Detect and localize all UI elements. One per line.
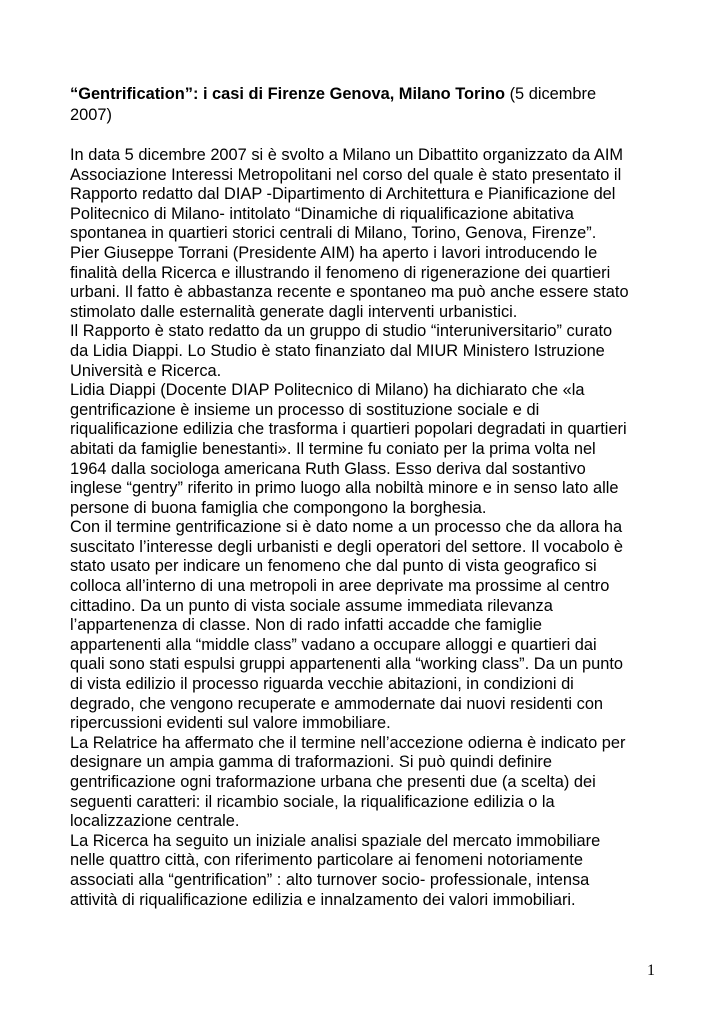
body-line: da Lidia Diappi. Lo Studio è stato finanziato dal MIUR Ministero Istruzione: [70, 341, 605, 360]
body-line: Associazione Interessi Metropolitani nel corso del quale è stato presentato il: [70, 165, 622, 184]
body-text: [70, 146, 670, 910]
title-date-start: (5 dicembre: [505, 85, 597, 103]
title-bold: “Gentrification”: i casi di Firenze Genova, Milano Torino: [70, 85, 506, 103]
body-line: quali sono stati espulsi gruppi appartenenti alla “working class”. Da un punto: [70, 655, 624, 674]
body-line: ripercussioni evidenti sul valore immobiliare.: [70, 714, 391, 733]
body-line: In data 5 dicembre 2007 si è svolto a Milano un Dibattito organizzato da AIM: [70, 146, 624, 164]
body-line: urbani. Il fatto è abbastanza recente e spontaneo ma può anche essere stato: [70, 283, 629, 302]
body-line: Politecnico di Milano- intitolato “Dinamiche di riqualificazione abitativa: [70, 204, 574, 223]
body-line: Rapporto redatto dal DIAP -Dipartimento di Architettura e Pianificazione del: [70, 185, 616, 204]
body-line: suscitato l’interesse degli urbanisti e degli operatori del settore. Il vocabolo è: [70, 537, 624, 556]
document-page: [70, 84, 670, 910]
body-line: finalità della Ricerca e illustrando il fenomeno di rigenerazione dei quartieri: [70, 263, 611, 282]
body-line: seguenti caratteri: il ricambio sociale, la riqualificazione edilizia o la: [70, 792, 555, 811]
body-line: Il Rapporto è stato redatto da un gruppo di studio “interuniversitario” curato: [70, 322, 613, 341]
title-line-1: [70, 84, 670, 105]
body-line: stato usato per indicare un fenomeno che dal punto di vista geografico si: [70, 557, 597, 576]
body-line: abitati da famiglie benestanti». Il termine fu coniato per la prima volta nel: [70, 439, 596, 458]
body-line: appartenenti alla “middle class” vadano a occupare alloggi e quartieri dai: [70, 635, 597, 654]
body-line: Lidia Diappi (Docente DIAP Politecnico di Milano) ha dichiarato che «la: [70, 381, 585, 400]
body-line: colloca all’interno di una metropoli in aree deprivate ma prossime al centro: [70, 577, 610, 596]
body-line: gentrificazione è insieme un processo di sostituzione sociale e di: [70, 400, 540, 419]
body-line: designare un ampia gamma di traformazioni. Si può quindi definire: [70, 753, 552, 772]
document-title: [70, 84, 670, 126]
body-line: cittadino. Da un punto di vista sociale assume immediata rilevanza: [70, 596, 553, 615]
body-line: riqualificazione edilizia che trasforma i quartieri popolari degradati in quartieri: [70, 420, 627, 439]
body-line: associati alla “gentrification” : alto turnover socio- professionale, intensa: [70, 870, 590, 889]
body-line: nelle quattro città, con riferimento particolare ai fenomeni notoriamente: [70, 851, 583, 870]
body-line: La Ricerca ha seguito un iniziale analisi spaziale del mercato immobiliare: [70, 831, 601, 850]
body-line: localizzazione centrale.: [70, 812, 240, 831]
body-line: Pier Giuseppe Torrani (Presidente AIM) ha aperto i lavori introducendo le: [70, 243, 598, 262]
body-line: stimolato dalle esternalità generate dagli interventi urbanistici.: [70, 302, 518, 321]
body-line: 1964 dalla sociologa americana Ruth Glass. Esso deriva dal sostantivo: [70, 459, 586, 478]
title-line-2: 2007): [70, 106, 112, 124]
page-number: 1: [647, 962, 655, 979]
body-line: l’appartenenza di classe. Non di rado infatti accadde che famiglie: [70, 616, 542, 635]
body-line: Università e Ricerca.: [70, 361, 222, 380]
body-line: Con il termine gentrificazione si è dato nome a un processo che da allora ha: [70, 518, 623, 537]
body-line: spontanea in quartieri storici centrali di Milano, Torino, Genova, Firenze”.: [70, 224, 597, 243]
body-line: degrado, che vengono recuperate e ammodernate dai nuovi residenti con: [70, 694, 604, 713]
body-line: gentrificazione ogni traformazione urbana che presenti due (a scelta) dei: [70, 773, 596, 791]
body-line: persone di buona famiglia che compongono la borghesia.: [70, 498, 487, 517]
body-line: attività di riqualificazione edilizia e innalzamento dei valori immobiliari.: [70, 890, 576, 909]
body-line: La Relatrice ha affermato che il termine nell’accezione odierna è indicato per: [70, 733, 626, 752]
body-line: di vista edilizio il processo riguarda vecchie abitazioni, in condizioni di: [70, 675, 574, 694]
body-line: inglese “gentry” riferito in primo luogo alla nobiltà minore e in senso lato alle: [70, 479, 619, 498]
